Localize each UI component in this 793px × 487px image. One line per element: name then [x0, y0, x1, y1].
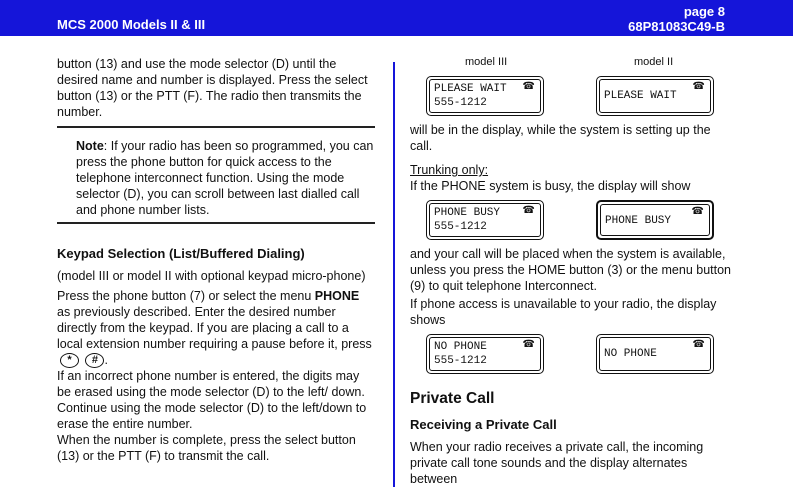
lcd-model-iii: [426, 334, 544, 374]
display-pair-phone-busy: [410, 200, 735, 246]
left-column: [57, 56, 375, 464]
lcd-screen: [429, 337, 541, 371]
page-info: [628, 4, 725, 34]
hash-key-icon: #: [85, 353, 104, 368]
column-divider: [393, 62, 395, 487]
note-text: : If your radio has been so programmed, you can press the phone button for quick access to the telephone interconnect function. Using the mode selector (D), you can scroll between last dialled call and phone number lists.: [76, 139, 374, 217]
lcd-model-iii: [426, 76, 544, 116]
keypad-instructions: Press the phone button (7) or select the menu PHONE as previously described. Enter the desired number directly from the keypad. If you are placing a call to a local extension number requiring a pause before it, press * # .: [57, 289, 372, 367]
unavailable-paragraph: If phone access is unavailable to your radio, the display shows: [410, 297, 717, 327]
document-title: MCS 2000 Models II & III: [57, 17, 206, 32]
keypad-instructions-a: Press the phone button (7) or select the menu: [57, 289, 315, 303]
lcd-model-ii: [596, 334, 714, 374]
page-header: [0, 0, 793, 36]
lcd-model-ii: [596, 76, 714, 116]
lcd-screen: [429, 203, 541, 237]
setup-paragraph: will be in the display, while the system is setting up the call.: [410, 123, 711, 153]
lcd-screen: [599, 79, 711, 113]
receiving-private-call-heading: Receiving a Private Call: [410, 417, 557, 432]
handset-icon: ☎: [692, 81, 705, 92]
busy-paragraph: If the PHONE system is busy, the display will show: [410, 179, 691, 193]
handset-icon: ☎: [691, 206, 704, 217]
lcd-line-1: PLEASE WAIT: [604, 90, 677, 102]
document-code: 68P81083C49-B: [628, 19, 725, 34]
lcd-line-2: 555-1212: [434, 97, 487, 109]
handset-icon: ☎: [692, 339, 705, 350]
keypad-model-note: (model III or model II with optional keypad micro-phone): [57, 269, 366, 283]
star-key-icon: *: [60, 353, 79, 368]
lcd-line-1: PHONE BUSY: [434, 207, 501, 219]
display-pair-no-phone: [410, 334, 735, 380]
lcd-screen: [429, 79, 541, 113]
page-number: page 8: [683, 4, 725, 19]
lcd-line-2: 555-1212: [434, 221, 487, 233]
note-box: [57, 126, 375, 224]
lcd-model-iii: [426, 200, 544, 240]
lcd-model-ii: [596, 200, 714, 240]
keypad-instructions-c: as previously described. Enter the desired number directly from the keypad. If you are placing a call to a local extension number requiring a pause before it, press: [57, 305, 372, 351]
lcd-line-1: PHONE BUSY: [605, 215, 672, 227]
intro-paragraph: button (13) and use the mode selector (D) until the desired name and number is displayed. Press the select button (13) or the PTT (F). The radio then transmits the number.: [57, 57, 368, 119]
lcd-screen: [599, 337, 711, 371]
model-labels: [410, 54, 735, 70]
display-pair-please-wait: [410, 76, 735, 122]
right-column: [410, 54, 735, 487]
lcd-line-1: NO PHONE: [604, 348, 657, 360]
model-iii-label: model III: [465, 56, 508, 68]
lcd-line-1: NO PHONE: [434, 341, 487, 353]
lcd-line-2: 555-1212: [434, 355, 487, 367]
available-paragraph: and your call will be placed when the system is available, unless you press the HOME button (3) or the menu button (9) to quit telephone Interconnect.: [410, 247, 732, 293]
trunking-label: Trunking only:: [410, 163, 489, 177]
model-ii-label: model II: [634, 56, 674, 68]
private-call-heading: Private Call: [410, 390, 495, 407]
lcd-screen: [600, 204, 710, 236]
handset-icon: ☎: [522, 339, 535, 350]
lcd-line-1: PLEASE WAIT: [434, 83, 507, 95]
handset-icon: ☎: [522, 81, 535, 92]
handset-icon: ☎: [522, 205, 535, 216]
note-label: Note: [76, 139, 104, 153]
transmit-instructions: When the number is complete, press the select button (13) or the PTT (F) to transmit the call.: [57, 433, 356, 464]
menu-phone-label: PHONE: [314, 289, 360, 303]
keypad-selection-heading: Keypad Selection (List/Buffered Dialing): [57, 246, 305, 261]
erase-instructions: If an incorrect phone number is entered, the digits may be erased using the mode selector (D) to the left/ down. Continue using the mode selector (D) to the left/down to erase the entire number.: [57, 369, 367, 432]
receiving-paragraph: When your radio receives a private call, the incoming private call tone sounds and the display alternates between: [410, 440, 704, 486]
